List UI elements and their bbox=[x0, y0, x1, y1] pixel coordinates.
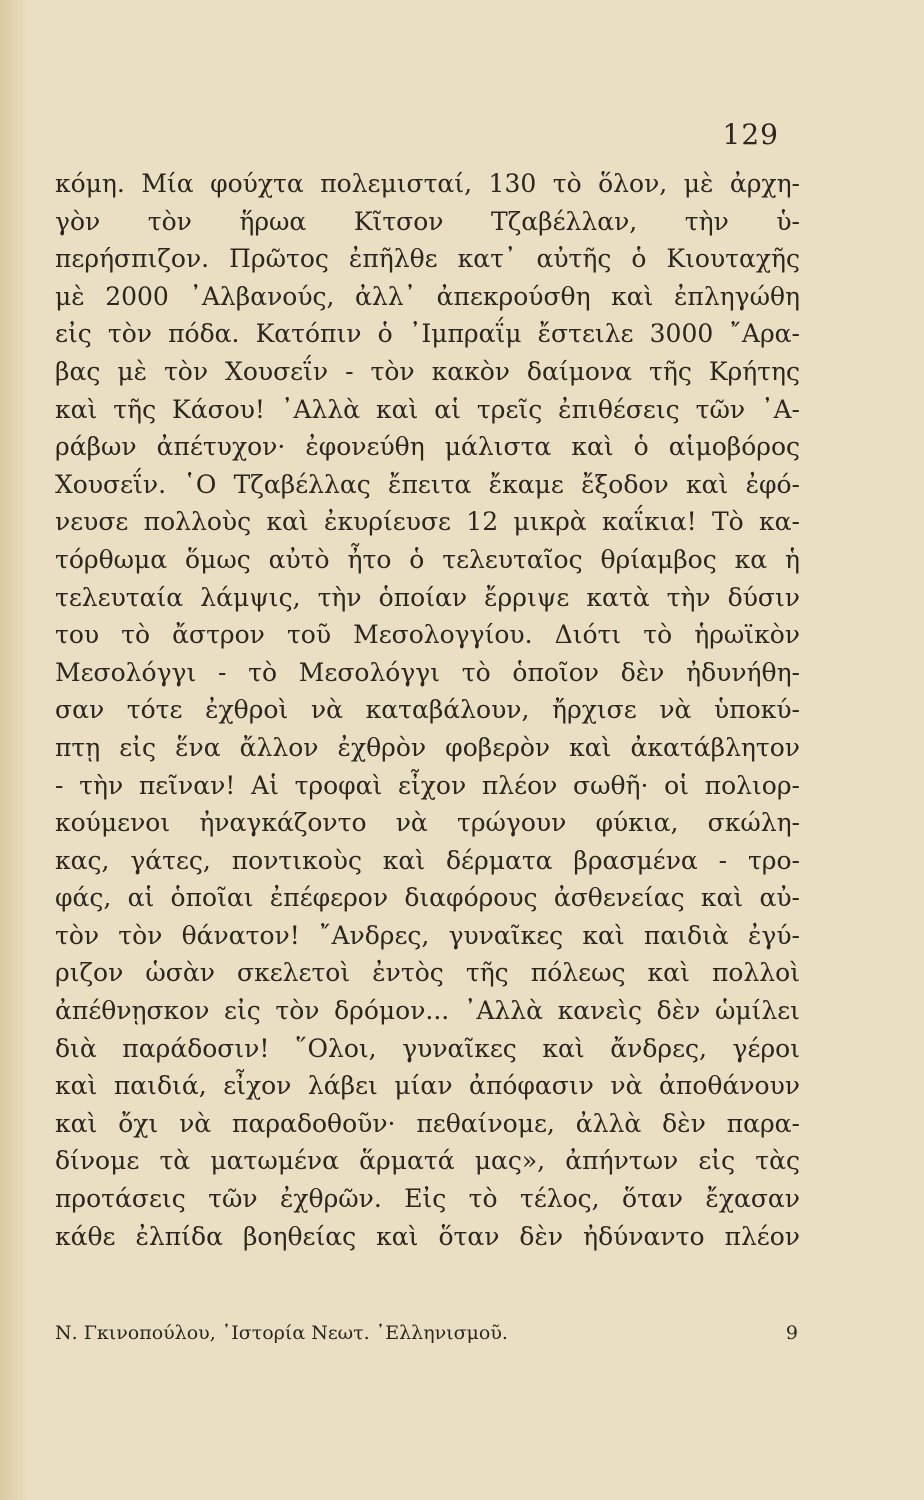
text-line: σαν τότε ἐχθροὶ νὰ καταβάλουν, ἤρχισε νὰ ὑποκύ- bbox=[55, 695, 800, 725]
text-line: γὸν τὸν ἥρωα Κῖτσον Τζαβέλλαν, τὴν ὑ- bbox=[55, 206, 800, 236]
text-line: κόμη. Μία φούχτα πολεμισταί, 130 τὸ ὅλον, μὲ ἀρχη- bbox=[55, 169, 800, 198]
text-line: - τὴν πεῖναν! Αἱ τροφαὶ εἶχον πλέον σωθῆ· οἱ πολιορ- bbox=[55, 770, 800, 800]
page-footer bbox=[55, 1322, 800, 1352]
text-line: μὲ 2000 ᾽Αλβανούς, ἀλλ᾽ ἀπεκρούσθη καὶ ἐπληγώθη bbox=[55, 281, 800, 311]
text-line: βας μὲ τὸν Χουσεΐν - τὸν κακὸν δαίμονα τῆς Κρήτης bbox=[55, 356, 800, 386]
text-line: εἰς τὸν πόδα. Κατόπιν ὁ ᾽Ιμπραΐμ ἔστειλε 3000 ῎Αρα- bbox=[55, 319, 800, 349]
text-line: ράβων ἀπέτυχον· ἐφονεύθη μάλιστα καὶ ὁ αἱμοβόρος bbox=[55, 432, 800, 462]
text-line: προτάσεις τῶν ἐχθρῶν. Εἰς τὸ τέλος, ὅταν ἔχασαν bbox=[55, 1184, 800, 1214]
text-line: Μεσολόγγι - τὸ Μεσολόγγι τὸ ὁποῖον δὲν ἠδυνήθη- bbox=[55, 657, 800, 687]
text-line: νευσε πολλοὺς καὶ ἐκυρίευσε 12 μικρὰ καΐκια! Τὸ κα- bbox=[55, 507, 800, 537]
text-line: κάθε ἐλπίδα βοηθείας καὶ ὅταν δὲν ἠδύναντο πλέον bbox=[55, 1221, 800, 1251]
text-line: καὶ ὄχι νὰ παραδοθοῦν· πεθαίνομε, ἀλλὰ δὲν παρα- bbox=[55, 1108, 800, 1138]
text-line: τὸν τὸν θάνατον! ῎Ανδρες, γυναῖκες καὶ παιδιὰ ἐγύ- bbox=[55, 920, 800, 950]
page-number: 129 bbox=[722, 118, 779, 151]
text-line: τελευταία λάμψις, τὴν ὁποίαν ἔρριψε κατὰ τὴν δύσιν bbox=[55, 582, 800, 612]
text-line: περήσπιζον. Πρῶτος ἐπῆλθε κατ᾽ αὐτῆς ὁ Κιουταχῆς bbox=[55, 244, 800, 274]
text-line: ριζον ὡσὰν σκελετοὶ ἐντὸς τῆς πόλεως καὶ πολλοὶ bbox=[55, 958, 800, 988]
text-line: Χουσεΐν. ῾Ο Τζαβέλλας ἔπειτα ἔκαμε ἔξοδον καὶ ἐφό- bbox=[55, 469, 800, 499]
body-text bbox=[55, 165, 800, 1255]
text-line: του τὸ ἄστρον τοῦ Μεσολογγίου. Διότι τὸ ἡρωϊκὸν bbox=[55, 620, 800, 650]
text-line: κούμενοι ἠναγκάζοντο νὰ τρώγουν φύκια, σκώλη- bbox=[55, 808, 800, 838]
text-line: καὶ τῆς Κάσου! ᾽Αλλὰ καὶ αἱ τρεῖς ἐπιθέσεις τῶν ᾽Α- bbox=[55, 394, 800, 424]
footer-source-note: Ν. Γκινοπούλου, ῾Ιστορία Νεωτ. ῾Ελληνισμοῦ. bbox=[55, 1322, 508, 1344]
text-line: καὶ παιδιά, εἶχον λάβει μίαν ἀπόφασιν νὰ ἀποθάνουν bbox=[55, 1071, 800, 1101]
text-line: ἀπέθνῃσκον εἰς τὸν δρόμον... ᾽Αλλὰ κανεὶς δὲν ὡμίλει bbox=[55, 996, 800, 1026]
text-line: κας, γάτες, ποντικοὺς καὶ δέρματα βρασμένα - τρο- bbox=[55, 845, 800, 875]
signature-mark: 9 bbox=[785, 1322, 798, 1344]
text-line: διὰ παράδοσιν! ῞Ολοι, γυναῖκες καὶ ἄνδρες, γέροι bbox=[55, 1033, 800, 1063]
text-line: πτῃ εἰς ἕνα ἄλλον ἐχθρὸν φοβερὸν καὶ ἀκατάβλητον bbox=[55, 732, 800, 762]
text-line: φάς, αἱ ὁποῖαι ἐπέφερον διαφόρους ἀσθενείας καὶ αὐ- bbox=[55, 883, 800, 913]
text-line: τόρθωμα ὅμως αὐτὸ ἦτο ὁ τελευταῖος θρίαμβος κα ἡ bbox=[55, 544, 800, 574]
text-line: δίνομε τὰ ματωμένα ἅρματά μας», ἀπήντων εἰς τὰς bbox=[55, 1146, 800, 1176]
